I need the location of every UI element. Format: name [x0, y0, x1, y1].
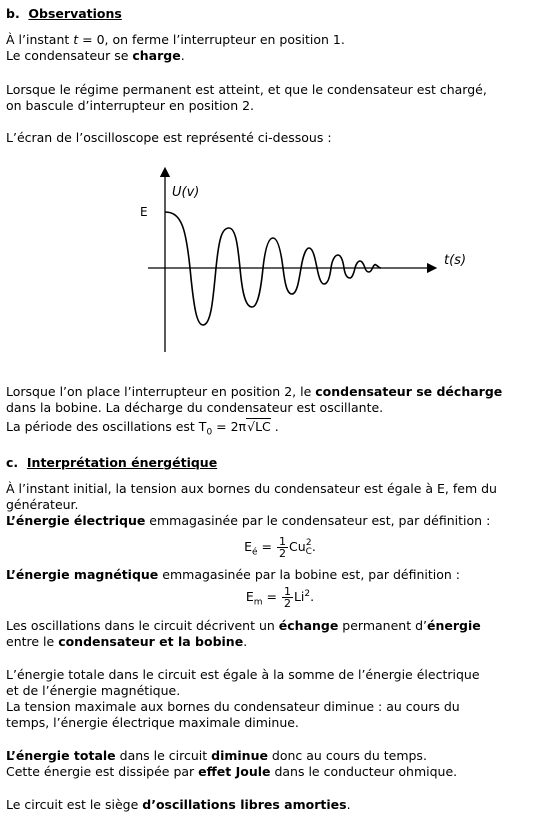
bold-text: condensateur et la bobine [58, 634, 244, 649]
bold-text: effet Joule [198, 764, 271, 779]
fraction [282, 586, 293, 609]
text: et de l’énergie magnétique. [6, 683, 181, 698]
bold-text: L’énergie totale [6, 748, 116, 763]
bold-text: L’énergie électrique [6, 513, 146, 528]
text: La période des oscillations est T [6, 419, 207, 434]
paragraph-10 [6, 797, 554, 813]
paragraph-5 [6, 481, 554, 529]
e-label: E [140, 205, 148, 219]
text: E [244, 539, 252, 554]
text: temps, l’énergie électrique maximale diminue. [6, 715, 299, 730]
paragraph-6 [6, 567, 554, 583]
text: Lorsque l’on place l’interrupteur en position 2, le [6, 384, 316, 399]
text: . [270, 419, 279, 434]
denominator: 2 [278, 547, 286, 560]
paragraph-3 [6, 130, 554, 146]
superscript: 2 [305, 537, 312, 548]
text: on bascule d’interrupteur en position 2. [6, 98, 255, 113]
numerator: 1 [278, 535, 286, 548]
numerator: 1 [283, 585, 291, 598]
text: donc au cours du temps. [267, 748, 427, 763]
bold-text: d’oscillations libres amorties [142, 797, 347, 812]
variable-t: t [73, 32, 79, 47]
paragraph-2 [6, 82, 554, 114]
text: dans le circuit [115, 748, 212, 763]
subscript: é [252, 547, 258, 558]
text: La tension maximale aux bornes du condensateur diminue : au cours du [6, 699, 460, 714]
text: permanent d’ [338, 618, 427, 633]
paragraph-7 [6, 618, 554, 650]
text: Lorsque le régime permanent est atteint, et que le condensateur est chargé, [6, 82, 487, 97]
x-axis-label: t(s) [444, 253, 467, 268]
equation-electric-energy [6, 536, 554, 559]
text: L’énergie totale dans le circuit est égale à la somme de l’énergie électrique [6, 667, 480, 682]
sqrt-lc: √LC [247, 419, 271, 434]
text: E [245, 589, 254, 604]
equation-magnetic-energy [6, 586, 554, 609]
text: = 2π [212, 419, 247, 434]
text: = 0, on ferme l’interrupteur en position 1. [78, 32, 345, 47]
oscilloscope-figure [0, 160, 560, 365]
text: Le circuit est le siège [6, 797, 143, 812]
text: Le condensateur se [6, 48, 133, 63]
superscript: 2 [304, 588, 311, 599]
paragraph-1 [6, 32, 554, 64]
denominator: 2 [283, 597, 291, 610]
fraction [277, 536, 288, 559]
section-b-title: Observations [28, 6, 122, 21]
text: entre le [6, 634, 59, 649]
paragraph-4 [6, 384, 554, 438]
text: dans le conducteur ohmique. [270, 764, 458, 779]
text: . [180, 48, 185, 63]
paragraph-9 [6, 748, 554, 780]
subscript: m [253, 597, 263, 608]
text: . [346, 797, 351, 812]
text: . [243, 634, 248, 649]
text: Cette énergie est dissipée par [6, 764, 199, 779]
section-b-heading [6, 6, 554, 22]
section-c-heading [6, 455, 554, 471]
text: emmagasinée par la bobine est, par définition : [158, 567, 460, 582]
bold-text: condensateur se décharge [315, 384, 503, 399]
text: générateur. [6, 497, 79, 512]
paragraph-8 [6, 667, 554, 731]
bold-text: échange [278, 618, 339, 633]
text: Li [293, 589, 305, 604]
sqrt-content: LC [255, 419, 271, 434]
bold-charge: charge [132, 48, 181, 63]
bold-text: L’énergie magnétique [6, 567, 159, 582]
text: dans la bobine. La décharge du condensateur est oscillante. [6, 400, 384, 415]
text: = [262, 589, 281, 604]
text: Les oscillations dans le circuit décrivent un [6, 618, 279, 633]
section-c-title: Interprétation énergétique [26, 455, 218, 470]
text: = [257, 539, 276, 554]
text: . [311, 539, 316, 554]
bold-text: énergie [427, 618, 481, 633]
text: À l’instant initial, la tension aux bornes du condensateur est égale à E, fem du [6, 481, 497, 496]
bold-text: diminue [211, 748, 268, 763]
section-c-letter: c. [6, 455, 19, 470]
text: Cu [288, 539, 306, 554]
text: emmagasinée par le condensateur est, par définition : [145, 513, 491, 528]
text: . [310, 589, 315, 604]
subscript: C [305, 546, 312, 557]
period-formula [6, 419, 279, 438]
section-b-letter: b. [6, 6, 20, 21]
text: L’écran de l’oscilloscope est représenté ci-dessous : [6, 130, 332, 145]
subscript: 0 [206, 427, 213, 438]
y-axis-label: U(v) [172, 185, 200, 200]
text: À l’instant [6, 32, 74, 47]
